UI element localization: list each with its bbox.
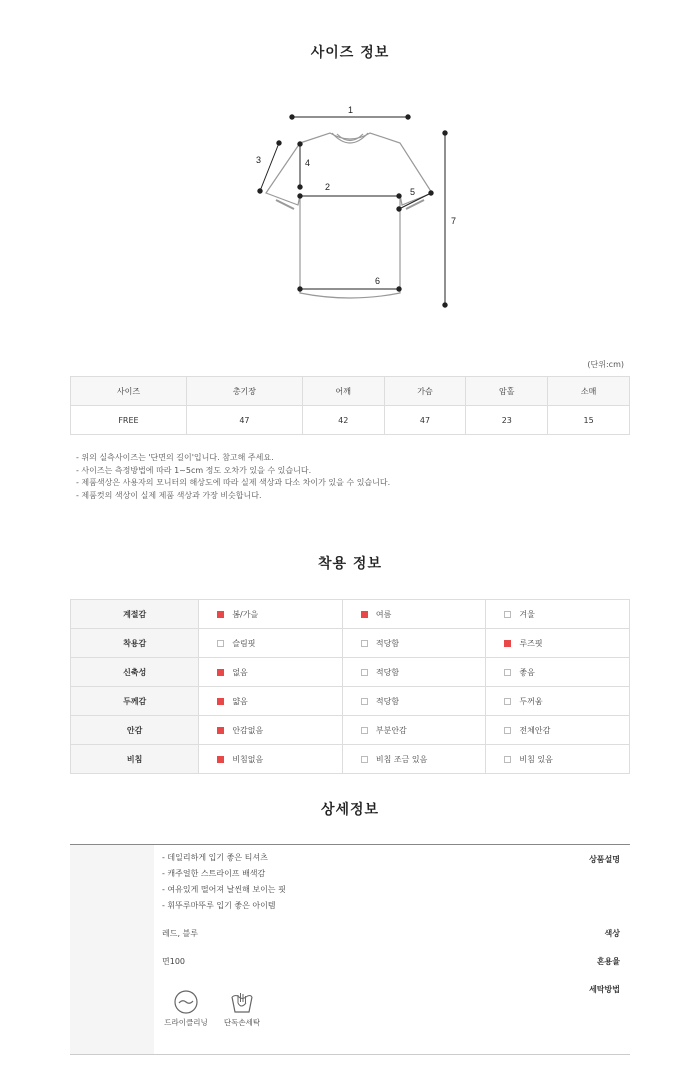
label-5: 5 xyxy=(410,187,416,197)
color-label: 색상 xyxy=(604,929,620,938)
fit-option xyxy=(199,687,343,716)
tshirt-measurement-diagram xyxy=(240,95,490,315)
fit-option xyxy=(199,629,343,658)
checked-box-icon xyxy=(361,611,368,618)
fit-option xyxy=(486,658,630,687)
description-line: - 데일리하게 입기 좋은 티셔츠 xyxy=(162,853,268,862)
fit-option-label: 봄/가을 xyxy=(232,609,259,619)
fit-category: 안감 xyxy=(71,716,199,745)
checked-box-icon xyxy=(217,611,224,618)
fit-option-label: 비침 있음 xyxy=(519,754,553,764)
fit-option-label: 슬림핏 xyxy=(232,638,256,648)
size-table-header xyxy=(71,377,630,406)
label-4: 4 xyxy=(305,158,311,168)
care-label: 세탁방법 xyxy=(589,985,620,994)
fit-option-label: 적당함 xyxy=(375,696,400,706)
dry-clean-icon xyxy=(173,989,199,1015)
care-item-label: 드라이클리닝 xyxy=(164,1018,208,1027)
tshirt-outline xyxy=(266,133,432,298)
unit-label: (단위:cm) xyxy=(587,360,624,369)
fit-option-label: 얇음 xyxy=(232,696,248,706)
size-info-title: 사이즈 정보 xyxy=(310,45,390,61)
fit-option xyxy=(486,600,630,629)
label-2: 2 xyxy=(325,182,331,192)
checked-box-icon xyxy=(504,640,511,647)
fit-row xyxy=(71,600,630,629)
header-armhole: 암홀 xyxy=(466,377,548,406)
hand-wash-icon xyxy=(229,989,255,1015)
fit-category: 계절감 xyxy=(71,600,199,629)
size-notes xyxy=(76,452,390,502)
fit-option-label: 겨울 xyxy=(519,609,535,619)
fit-option xyxy=(342,745,486,774)
unchecked-box-icon xyxy=(504,611,511,618)
fit-option-label: 비침 조금 있음 xyxy=(375,754,428,764)
fit-option-label: 전체안감 xyxy=(519,725,551,735)
fit-info-title: 착용 정보 xyxy=(318,556,382,572)
fit-category: 착용감 xyxy=(71,629,199,658)
fit-row xyxy=(71,716,630,745)
fit-option xyxy=(342,716,486,745)
fit-option-label: 비침없음 xyxy=(232,754,264,764)
detail-info-title: 상세정보 xyxy=(320,802,380,818)
unchecked-box-icon xyxy=(504,698,511,705)
fit-option-label: 안감없음 xyxy=(232,725,264,735)
cell-shoulder: 42 xyxy=(302,406,384,435)
fit-option-label: 여름 xyxy=(375,609,392,619)
checked-box-icon xyxy=(217,756,224,763)
fit-option xyxy=(342,687,486,716)
description-line: - 휘뚜루마뚜루 입기 좋은 아이템 xyxy=(162,901,276,910)
fit-option-label: 적당함 xyxy=(375,638,400,648)
fit-option xyxy=(342,629,486,658)
fit-option-label: 부분안감 xyxy=(375,725,407,735)
material-label: 혼용율 xyxy=(596,957,620,966)
note-item: - 제품색상은 사용자의 모니터의 해상도에 따라 실제 색상과 다소 차이가 있을 수 있습니다. xyxy=(76,478,391,487)
unchecked-box-icon xyxy=(361,698,368,705)
care-item-label: 단독손세탁 xyxy=(223,1018,261,1027)
fit-row xyxy=(71,687,630,716)
description-line: - 캐주얼한 스트라이프 배색감 xyxy=(162,869,266,878)
color-value: 레드, 블루 xyxy=(162,929,198,938)
fit-option xyxy=(486,745,630,774)
cell-armhole: 23 xyxy=(466,406,548,435)
unchecked-box-icon xyxy=(361,669,368,676)
fit-row xyxy=(71,658,630,687)
fit-category: 신축성 xyxy=(71,658,199,687)
fit-option xyxy=(199,600,343,629)
label-1: 1 xyxy=(348,105,354,115)
fit-option-label: 없음 xyxy=(232,667,248,677)
fit-option xyxy=(199,745,343,774)
description-list xyxy=(162,850,286,914)
fit-option xyxy=(199,716,343,745)
cell-size: FREE xyxy=(71,406,187,435)
cell-chest: 47 xyxy=(384,406,466,435)
table-row xyxy=(71,406,630,435)
checked-box-icon xyxy=(217,669,224,676)
header-length: 총기장 xyxy=(186,377,302,406)
header-shoulder: 어깨 xyxy=(302,377,384,406)
header-sleeve: 소매 xyxy=(548,377,630,406)
unchecked-box-icon xyxy=(504,727,511,734)
unchecked-box-icon xyxy=(504,756,511,763)
checked-box-icon xyxy=(217,727,224,734)
unchecked-box-icon xyxy=(361,640,368,647)
fit-info-table xyxy=(70,599,630,774)
size-table xyxy=(70,376,630,435)
label-3: 3 xyxy=(256,155,262,165)
cell-length: 47 xyxy=(186,406,302,435)
fit-option xyxy=(486,629,630,658)
checked-box-icon xyxy=(217,698,224,705)
label-7: 7 xyxy=(451,216,457,226)
cell-sleeve: 15 xyxy=(548,406,630,435)
header-size: 사이즈 xyxy=(71,377,187,406)
unchecked-box-icon xyxy=(361,727,368,734)
fit-option-label: 두꺼움 xyxy=(519,696,543,706)
fit-option xyxy=(486,716,630,745)
fit-option xyxy=(342,658,486,687)
fit-option-label: 루즈핏 xyxy=(519,638,543,648)
unchecked-box-icon xyxy=(361,756,368,763)
material-value: 면100 xyxy=(162,957,185,966)
unchecked-box-icon xyxy=(504,669,511,676)
fit-category: 두께감 xyxy=(71,687,199,716)
fit-option xyxy=(342,600,486,629)
fit-option-label: 좋음 xyxy=(519,667,535,677)
fit-option xyxy=(486,687,630,716)
fit-row xyxy=(71,629,630,658)
detail-info-block xyxy=(70,844,630,1055)
fit-option-label: 적당함 xyxy=(375,667,400,677)
unchecked-box-icon xyxy=(217,640,224,647)
note-item: - 제품컷의 색상이 실제 제품 색상과 가장 비슷합니다. xyxy=(76,490,262,500)
note-item: - 사이즈는 측정방법에 따라 1~5cm 정도 오차가 있을 수 있습니다. xyxy=(76,465,312,475)
measurement-lines xyxy=(258,115,447,307)
fit-option xyxy=(199,658,343,687)
fit-row xyxy=(71,745,630,774)
detail-label-column xyxy=(70,845,154,1054)
care-item-dry-clean xyxy=(162,989,210,1028)
care-item-hand-wash xyxy=(218,989,266,1028)
note-item: - 위의 실측사이즈는 '단면의 길이'입니다. 참고해 주세요. xyxy=(76,453,274,462)
description-line: - 여유있게 떨어져 날씬해 보이는 핏 xyxy=(162,885,286,894)
label-6: 6 xyxy=(375,276,381,286)
description-label: 상품설명 xyxy=(589,855,620,864)
header-chest: 가슴 xyxy=(384,377,466,406)
fit-category: 비침 xyxy=(71,745,199,774)
